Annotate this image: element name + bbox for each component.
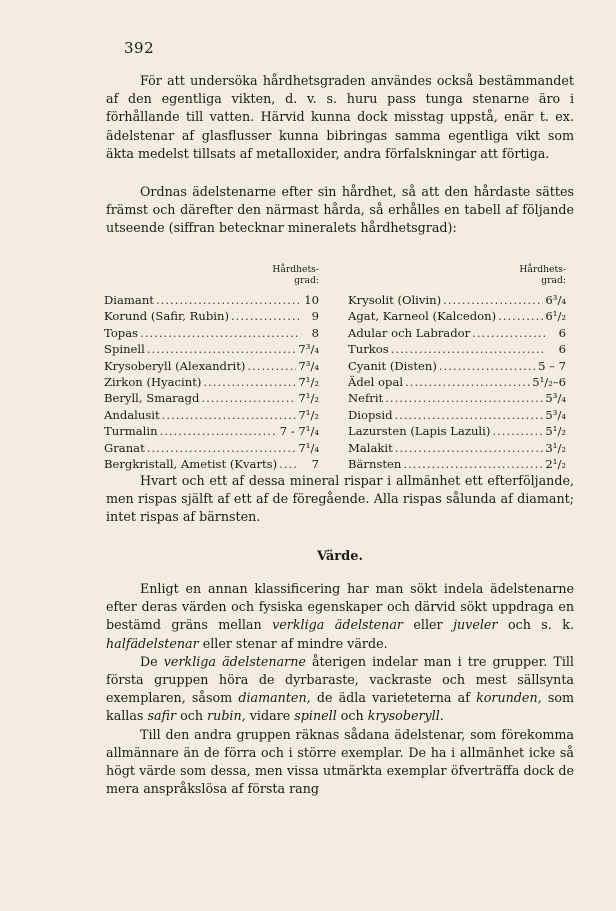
table-row <box>348 407 566 423</box>
italic-term: krysoberyll. <box>367 708 444 724</box>
leader-dots <box>147 440 297 456</box>
leader-dots <box>439 358 536 374</box>
italic-term: rubin, <box>207 708 246 724</box>
hardness-table-left <box>104 264 319 472</box>
paragraph-classification: Enligt en annan klassificering har man sökt indela ädelstenarne efter deras värden och fysiska egenskaper och därvid sökt uppdraga en bestämd gräns mellan verkliga ädelstenar eller juveler och s. k. halfädelstenar eller stenar af mindre värde. <box>106 581 575 651</box>
italic-term: diamanten, <box>238 690 311 706</box>
table-row <box>104 456 319 472</box>
table-row <box>104 440 319 456</box>
mineral-name: Turkos <box>348 342 389 357</box>
hardness-value: 6 <box>558 342 566 357</box>
table-header-left <box>104 264 319 292</box>
italic-term: verkliga ädelstenar <box>272 617 403 633</box>
section-heading: Värde. <box>316 549 364 564</box>
value-text-block <box>106 580 574 798</box>
table-row <box>104 308 319 324</box>
mineral-name: Krysoberyll (Alexandrit) <box>104 358 246 373</box>
hardness-value: 10 <box>304 293 319 307</box>
leader-dots <box>231 308 299 324</box>
hardness-value: 7¹/₄ <box>298 440 319 455</box>
table-row <box>104 358 319 374</box>
hardness-value: 6 <box>558 325 566 340</box>
leader-dots <box>443 292 543 308</box>
leader-dots <box>160 423 278 439</box>
table-row <box>348 390 566 406</box>
mineral-name: Lazursten (Lapis Lazuli) <box>348 424 491 439</box>
hardness-value: 7¹/₂ <box>298 407 319 422</box>
mineral-name: Bergkristall, Ametist (Kvarts) <box>104 456 278 471</box>
hardness-value: 7³/₄ <box>298 342 319 357</box>
hardness-value: 8 <box>311 325 319 340</box>
table-row <box>104 423 319 439</box>
hardness-value: 5¹/₂ <box>545 424 566 439</box>
mineral-name: Bärnsten <box>348 456 402 471</box>
mineral-name: Zirkon (Hyacint) <box>104 374 202 389</box>
mineral-name: Adular och Labrador <box>348 325 471 340</box>
italic-term: halfädelstenar <box>106 635 199 651</box>
page-number: 392 <box>124 39 155 57</box>
leader-dots <box>385 390 543 406</box>
table-row <box>348 358 566 374</box>
hardness-value: 5³/₄ <box>545 407 566 422</box>
hardness-value: 5³/₄ <box>545 391 566 406</box>
leader-dots <box>394 407 543 423</box>
hardness-value: 7³/₄ <box>298 358 319 373</box>
hardness-value: 7 - 7¹/₄ <box>279 424 319 439</box>
hardness-value: 3¹/₂ <box>545 440 566 455</box>
table-row <box>348 440 566 456</box>
table-row <box>348 292 566 308</box>
paragraph-second-group: Till den andra gruppen räknas sådana ädelstenar, som förekomma allmännare än de förra och i större exemplar. De ha i allmänhet icke så högt värde som dessa, men vissa utmärkta exemplar öfverträffa dock de mera anspråkslösa af första rang <box>106 726 574 797</box>
italic-term: juveler <box>453 617 498 633</box>
paragraph-scratching: Hvart och ett af dessa mineral rispar i allmänhet ett efterföljande, men rispas själft af ett af de föregående. Alla rispas sålunda af diamant; intet rispas af bärnsten. <box>106 473 574 525</box>
paragraph-specific-gravity: För att undersöka hårdhetsgraden användes också bestämmandet af den egentliga vikten, d. v. s. huru pass tunga stenarne äro i förhållande till vatten. Härvid kunna dock misstag uppstå, enär t. ex. ädelstenar af glasflusser kunna bibringas samma egentliga vikt som äkta medelst tillsats af metalloxider, andra förfalskningar att förtiga. <box>106 73 574 161</box>
text-run: och <box>336 708 368 724</box>
paragraph-first-group <box>106 653 574 726</box>
table-row <box>348 325 566 341</box>
leader-dots <box>405 374 530 390</box>
hardness-value: 7¹/₂ <box>298 391 319 406</box>
table-row <box>104 292 319 308</box>
leader-dots <box>162 407 297 423</box>
table-row <box>348 341 566 357</box>
ordering-text-block <box>106 183 574 238</box>
intro-text-block <box>106 72 574 163</box>
table-row <box>348 308 566 324</box>
hardness-value: 6¹/₂ <box>545 309 566 324</box>
text-run: som kallas <box>106 690 575 724</box>
text-run: vidare <box>245 708 295 724</box>
mineral-name: Granat <box>104 440 145 455</box>
table-row <box>348 456 566 472</box>
leader-dots <box>147 341 297 357</box>
italic-term: safir <box>147 708 177 724</box>
mineral-name: Malakit <box>348 440 393 455</box>
leader-dots <box>247 358 296 374</box>
text-run: de ädla varieteterna af <box>310 690 477 706</box>
table-row <box>104 390 319 406</box>
leader-dots <box>472 325 546 341</box>
italic-term: korunden, <box>476 690 542 706</box>
leader-dots <box>279 456 299 472</box>
table-row <box>348 374 566 390</box>
hardness-table-right <box>348 264 566 472</box>
hardness-value: 7 <box>311 456 319 471</box>
mineral-name: Nefrit <box>348 391 384 406</box>
mineral-name: Diamant <box>104 293 154 307</box>
table-row <box>104 341 319 357</box>
table-row <box>104 374 319 390</box>
mineral-name: Ädel opal <box>348 374 404 389</box>
mineral-name: Diopsid <box>348 407 393 422</box>
table-row <box>348 423 566 439</box>
mineral-name: Topas <box>104 325 139 340</box>
leader-dots <box>391 341 546 357</box>
text-run: och <box>176 708 208 724</box>
text-run: återigen indelar man i tre grupper. Till första gruppen höra de dyrbaraste, vackraste och mest sällsynta exemplaren, såsom <box>106 653 574 706</box>
leader-dots <box>492 423 543 439</box>
leader-dots <box>156 292 299 308</box>
text-run: De <box>140 653 164 669</box>
leader-dots <box>203 374 296 390</box>
leader-dots <box>395 440 544 456</box>
table-header-label: Hårdhets- grad: <box>272 264 319 286</box>
hardness-value: 5 – 7 <box>538 358 566 373</box>
table-header-right <box>348 264 566 292</box>
leader-dots <box>140 325 299 341</box>
italic-term: verkliga ädelstenarne <box>163 653 306 669</box>
leader-dots <box>201 390 296 406</box>
mineral-name: Korund (Safir, Rubin) <box>104 309 229 324</box>
mineral-name: Beryll, Smaragd <box>104 391 200 406</box>
table-row <box>104 407 319 423</box>
paragraph-hardness-order: Ordnas ädelstenarne efter sin hårdhet, så att den hårdaste sättes främst och därefter den närmast hårda, så erhålles en tabell af följande utseende (siffran betecknar mineralets hårdhetsgrad): <box>106 184 574 236</box>
mineral-name: Turmalin <box>104 424 158 439</box>
hardness-value: 2¹/₂ <box>545 456 566 471</box>
hardness-value: 6³/₄ <box>545 293 566 307</box>
table-row <box>104 325 319 341</box>
mineral-name: Cyanit (Disten) <box>348 358 437 373</box>
scratch-text-block <box>106 472 574 527</box>
mineral-name: Andalusit <box>104 407 160 422</box>
leader-dots <box>498 308 543 324</box>
hardness-value: 5¹/₂–6 <box>532 374 566 389</box>
table-header-label: Hårdhets- grad: <box>519 264 566 286</box>
italic-term: spinell <box>294 708 337 724</box>
mineral-name: Spinell <box>104 342 145 357</box>
mineral-name: Agat, Karneol (Kalcedon) <box>348 309 497 324</box>
leader-dots <box>403 456 543 472</box>
mineral-name: Krysolit (Olivin) <box>348 293 442 307</box>
hardness-value: 7¹/₂ <box>298 374 319 389</box>
hardness-value: 9 <box>311 309 319 324</box>
